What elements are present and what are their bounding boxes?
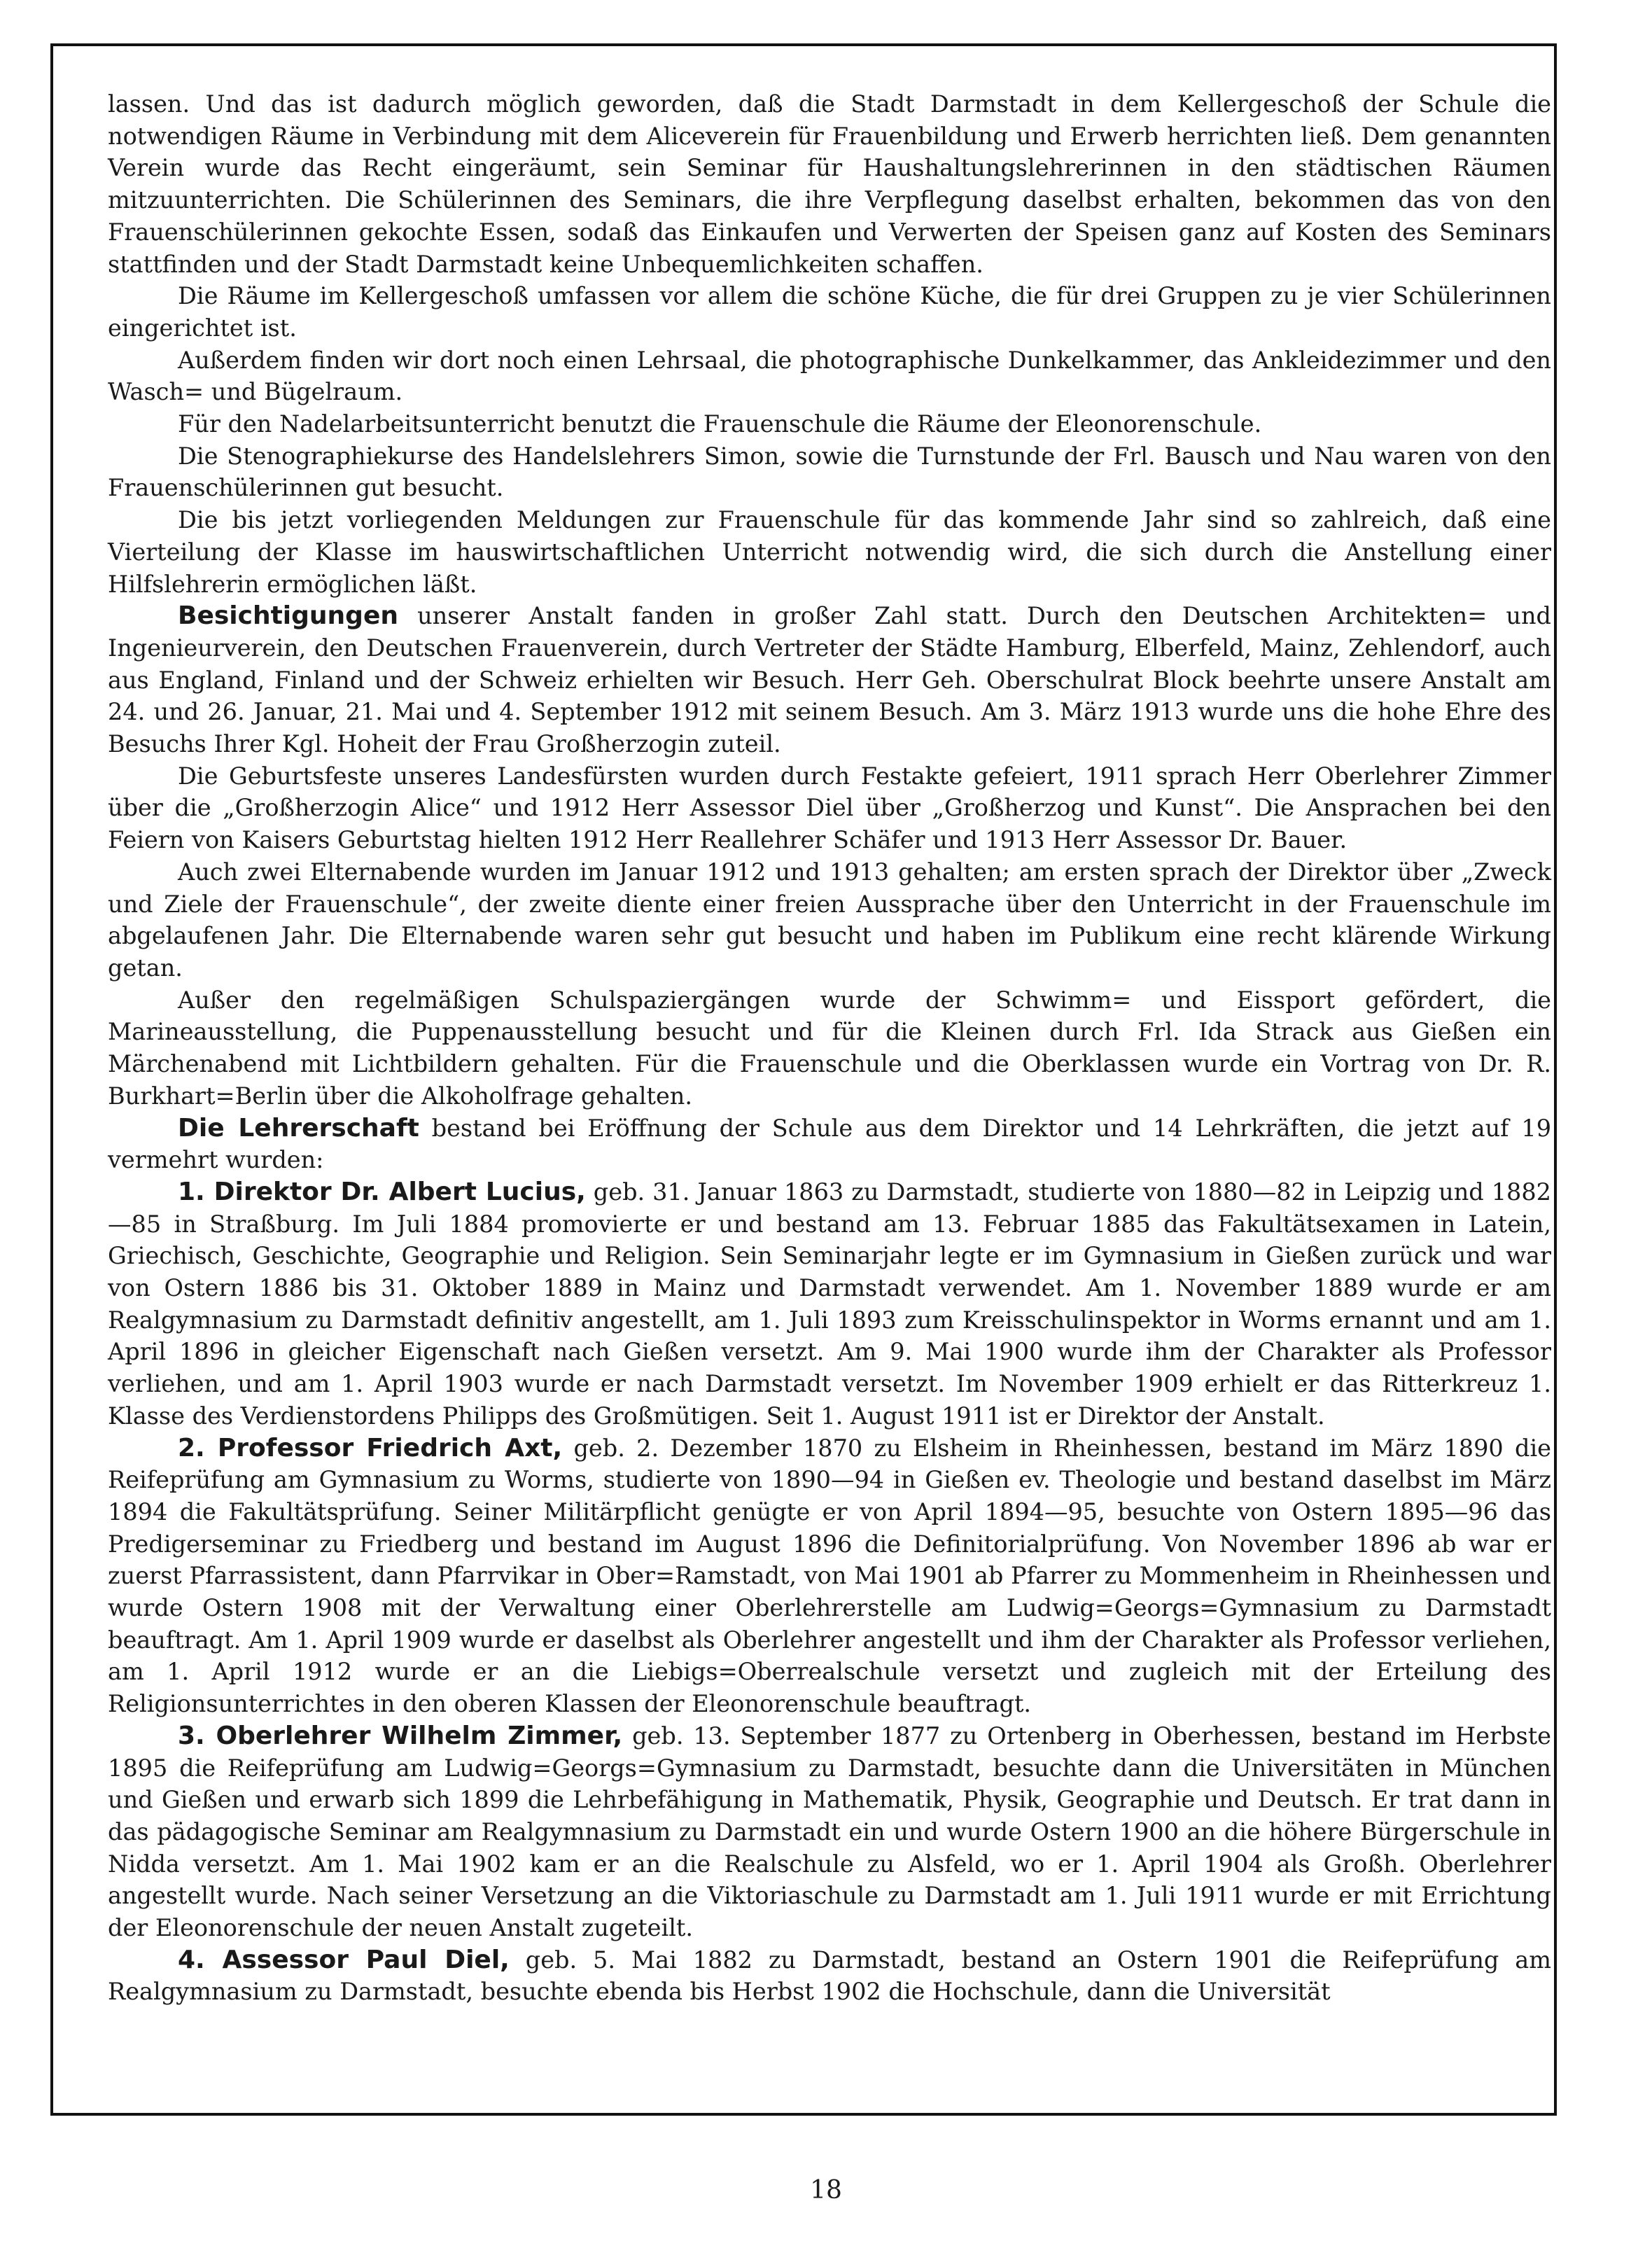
paragraph: Die Stenographiekurse des Handelslehrers Simon, sowie die Turnstunde der Frl. Bausch und Nau waren von den Frauenschülerinnen gut besucht. bbox=[108, 442, 1551, 502]
paragraph: Außer den regelmäßigen Schulspaziergängen wurde der Schwimm= und Eissport gefördert, die Marineausstellung, die Puppenausstellung besucht und für die Kleinen durch Frl. Ida Strack aus Gießen ein Märchenabend mit Lichtbildern gehalten. Für die Frauenschule und die Oberklassen wurde ein Vortrag von Dr. R. Burkhart=Berlin über die Alkoholfrage gehalten. bbox=[108, 986, 1551, 1110]
body-text bbox=[108, 88, 1551, 2008]
paragraph: Die Geburtsfeste unseres Landesfürsten wurden durch Festakte gefeiert, 1911 sprach Herr Oberlehrer Zimmer über die „Großherzogin Alice“ und 1912 Herr Assessor Diel über „Großherzog und Kunst“. Die Ansprachen bei den Feiern von Kaisers Geburtstag hielten 1912 Herr Reallehrer Schäfer und 1913 Herr Assessor Dr. Bauer. bbox=[108, 762, 1551, 854]
staff-entry: 4. Assessor Paul Diel, geb. 5. Mai 1882 zu Darmstadt, bestand an Ostern 1901 die Reifeprüfung am Realgymnasium zu Darmstadt, besuchte ebenda bis Herbst 1902 die Hochschule, dann die Universität bbox=[108, 1945, 1551, 2006]
paragraph: Die Räume im Kellergeschoß umfassen vor allem die schöne Küche, die für drei Gruppen zu je vier Schülerinnen eingerichtet ist. bbox=[108, 282, 1551, 342]
staff-name: 4. Assessor Paul Diel, bbox=[178, 1945, 510, 1974]
paragraph: Für den Nadelarbeitsunterricht benutzt die Frauenschule die Räume der Eleonorenschule. bbox=[178, 410, 1262, 438]
section-heading: Besichtigungen bbox=[178, 601, 398, 631]
staff-entry: 3. Oberlehrer Wilhelm Zimmer, geb. 13. September 1877 zu Ortenberg in Oberhessen, bestand im Herbste 1895 die Reifeprüfung am Ludwig=Georgs=Gymnasium zu Darmstadt, besuchte dann die Universitäten in München und Gießen und erwarb sich 1899 die Lehrbefähigung in Mathematik, Physik, Geographie und Deutsch. Er trat dann in das pädagogische Seminar am Realgymnasium zu Darmstadt ein und wurde Ostern 1900 an die höhere Bürgerschule in Nidda versetzt. Am 1. Mai 1902 kam er an die Realschule zu Alsfeld, wo er 1. April 1904 als Großh. Oberlehrer angestellt wurde. Nach seiner Versetzung an die Viktoriaschule zu Darmstadt am 1. Juli 1911 wurde er mit Errichtung der Eleonorenschule der neuen Anstalt zugeteilt. bbox=[108, 1721, 1552, 1942]
page-number: 18 bbox=[810, 2176, 842, 2205]
paragraph: Besichtigungen unserer Anstalt fanden in großer Zahl statt. Durch den Deutschen Architekten= und Ingenieurverein, den Deutschen Frauenverein, durch Vertreter der Städte Hamburg, Elberfeld, Mainz, Zehlendorf, auch aus England, Finland und der Schweiz erhielten wir Besuch. Herr Geh. Oberschulrat Block beehrte unsere Anstalt am 24. und 26. Januar, 21. Mai und 4. September 1912 mit seinem Besuch. Am 3. März 1913 wurde uns die hohe Ehre des Besuchs Ihrer Kgl. Hoheit der Frau Großherzogin zuteil. bbox=[108, 601, 1551, 758]
staff-name: 3. Oberlehrer Wilhelm Zimmer, bbox=[178, 1721, 623, 1750]
paragraph: lassen. Und das ist dadurch möglich geworden, daß die Stadt Darmstadt in dem Kellergeschoß der Schule die notwendigen Räume in Verbindung mit dem Aliceverein für Frauenbildung und Erwerb herrichten ließ. Dem genannten Verein wurde das Recht eingeräumt, sein Seminar für Haushaltungslehrerinnen in den städtischen Räumen mitzuunterrichten. Die Schülerinnen des Seminars, die ihre Verpflegung daselbst erhalten, bekommen das von den Frauenschülerinnen gekochte Essen, sodaß das Einkaufen und Verwerten der Speisen ganz auf Kosten des Seminars stattfinden und der Stadt Darmstadt keine Unbequemlichkeiten schaffen. bbox=[108, 90, 1551, 278]
paragraph: Die bis jetzt vorliegenden Meldungen zur Frauenschule für das kommende Jahr sind so zahlreich, daß eine Vierteilung der Klasse im hauswirtschaftlichen Unterricht notwendig wird, die sich durch die Anstellung einer Hilfslehrerin ermöglichen läßt. bbox=[108, 506, 1551, 598]
paragraph: Außerdem finden wir dort noch einen Lehrsaal, die photographische Dunkelkammer, das Ankleidezimmer und den Wasch= und Bügelraum. bbox=[108, 346, 1551, 406]
paragraph: Die Lehrerschaft bestand bei Eröffnung der Schule aus dem Direktor und 14 Lehrkräften, die jetzt auf 19 vermehrt wurden: bbox=[108, 1113, 1552, 1174]
staff-name: 1. Direktor Dr. Albert Lucius, bbox=[178, 1177, 586, 1206]
paragraph: Auch zwei Elternabende wurden im Januar 1912 und 1913 gehalten; am ersten sprach der Direktor über „Zweck und Ziele der Frauenschule“, der zweite diente einer freien Aussprache über den Unterricht in der Frauenschule im abgelaufenen Jahr. Die Elternabende waren sehr gut besucht und haben im Publikum eine recht klärende Wirkung getan. bbox=[108, 858, 1551, 982]
staff-entry: 2. Professor Friedrich Axt, geb. 2. Dezember 1870 zu Elsheim in Rheinhessen, bestand im März 1890 die Reifeprüfung am Gymnasium zu Worms, studierte von 1890—94 in Gießen ev. Theologie und bestand daselbst im März 1894 die Fakultätsprüfung. Seiner Militärpflicht genügte er von April 1894—95, besuchte von Ostern 1895—96 das Predigerseminar zu Friedberg und bestand im August 1896 die Definitorialprüfung. Von November 1896 ab war er zuerst Pfarrassistent, dann Pfarrvikar in Ober=Ramstadt, von Mai 1901 ab Pfarrer zu Mommenheim in Rheinhessen und wurde Ostern 1908 mit der Verwaltung einer Oberlehrerstelle am Ludwig=Georgs=Gymnasium zu Darmstadt beauftragt. Am 1. April 1909 wurde er daselbst als Oberlehrer angestellt und ihm der Charakter als Professor verliehen, am 1. April 1912 wurde er an die Liebigs=Oberrealschule versetzt und zugleich mit der Erteilung des Religionsunterrichtes in den oberen Klassen der Eleonorenschule beauftragt. bbox=[108, 1433, 1552, 1718]
staff-name: 2. Professor Friedrich Axt, bbox=[178, 1433, 563, 1462]
section-heading: Die Lehrerschaft bbox=[178, 1113, 419, 1143]
staff-entry: 1. Direktor Dr. Albert Lucius, geb. 31. Januar 1863 zu Darmstadt, studierte von 1880—82 in Leipzig und 1882—85 in Straßburg. Im Juli 1884 promovierte er und bestand am 13. Februar 1885 das Fakultätsexamen in Latein, Griechisch, Geschichte, Geographie und Religion. Sein Seminarjahr legte er im Gymnasium in Gießen zurück und war von Ostern 1886 bis 31. Oktober 1889 in Mainz und Darmstadt verwendet. Am 1. November 1889 wurde er am Realgymnasium zu Darmstadt definitiv angestellt, am 1. Juli 1893 zum Kreisschulinspektor in Worms ernannt und am 1. April 1896 in gleicher Eigenschaft nach Gießen versetzt. Am 9. Mai 1900 wurde ihm der Charakter als Professor verliehen, und am 1. April 1903 wurde er nach Darmstadt versetzt. Im November 1909 erhielt er das Ritterkreuz 1. Klasse des Verdienstordens Philipps des Großmütigen. Seit 1. August 1911 ist er Direktor der Anstalt. bbox=[108, 1177, 1551, 1430]
